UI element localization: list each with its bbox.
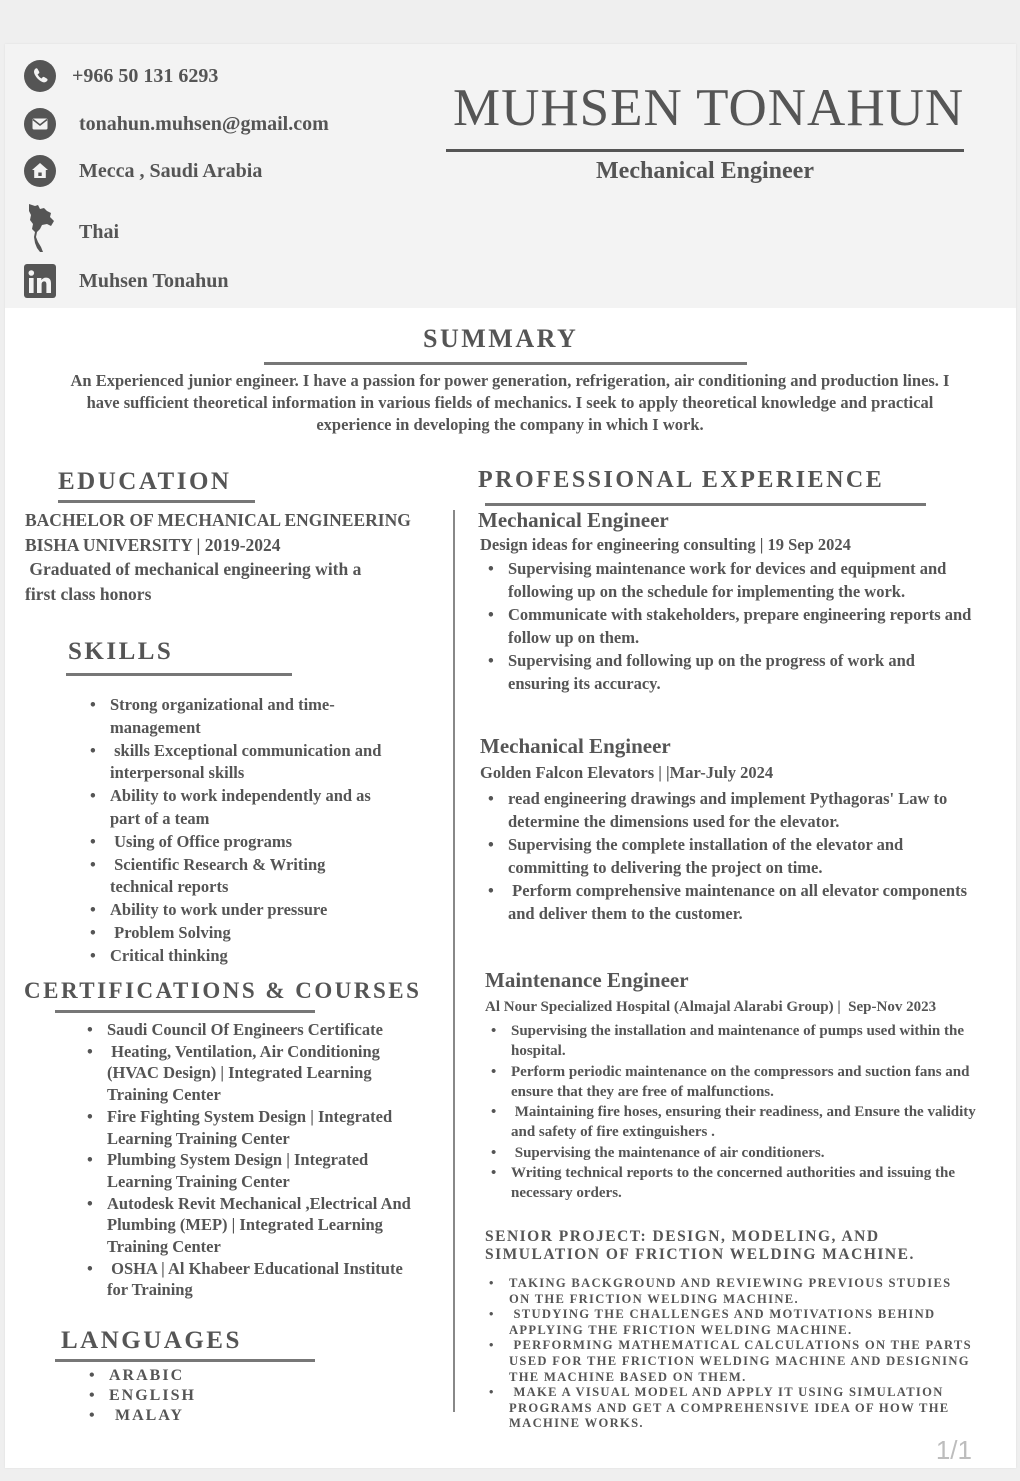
email-icon bbox=[23, 107, 57, 141]
nationality-text: Thai bbox=[79, 220, 120, 243]
project-bullet: • TAKING BACKGROUND AND REVIEWING PREVIOUS STUDIES ON THE FRICTION WELDING MACHINE. bbox=[487, 1276, 977, 1307]
education-note-2: first class honors bbox=[25, 583, 152, 604]
location-text: Mecca , Saudi Arabia bbox=[79, 159, 263, 182]
contact-phone bbox=[23, 59, 218, 93]
linkedin-icon[interactable] bbox=[23, 264, 57, 298]
contact-nationality bbox=[23, 202, 119, 262]
job-role: Mechanical Engineer bbox=[478, 508, 669, 532]
contact-linkedin bbox=[23, 264, 229, 298]
project-bullet: • PERFORMING MATHEMATICAL CALCULATIONS ON THE PARTS USED FOR THE FRICTION WELDING MACHINE AND DESIGNING THE MACHINE BASED ON THEM. bbox=[487, 1338, 977, 1385]
name-rule bbox=[446, 149, 964, 152]
phone-text: +966 50 131 6293 bbox=[72, 64, 219, 87]
certification-item: • Saudi Council Of Engineers Certificate bbox=[85, 1019, 425, 1041]
job-bullet: • Supervising and following up on the progress of work and ensuring its accuracy. bbox=[486, 649, 978, 695]
job-company: Design ideas for engineering consulting | 19 Sep 2024 bbox=[480, 535, 851, 554]
skill-item: • Ability to work independently and as part of a team bbox=[88, 785, 388, 831]
job-bullet: • Communicate with stakeholders, prepare engineering reports and follow up on them. bbox=[486, 603, 978, 649]
skills-list bbox=[88, 694, 388, 968]
education-heading: EDUCATION bbox=[58, 468, 232, 495]
job-bullet: • Writing technical reports to the concerned authorities and issuing the necessary orders. bbox=[489, 1163, 995, 1204]
education-block bbox=[25, 508, 445, 606]
job-title: Mechanical Engineer bbox=[596, 158, 814, 184]
page-indicator: 1/1 bbox=[935, 1435, 972, 1465]
email-text[interactable]: tonahun.muhsen@gmail.com bbox=[79, 112, 329, 135]
senior-project-list bbox=[487, 1276, 977, 1432]
language-item: • MALAY bbox=[87, 1406, 287, 1426]
job-entry bbox=[480, 734, 970, 925]
skill-item: • Ability to work under pressure bbox=[88, 899, 388, 922]
phone-icon bbox=[23, 59, 57, 93]
job-entry bbox=[485, 968, 995, 1204]
education-rule bbox=[58, 500, 255, 503]
job-entry bbox=[478, 508, 978, 695]
certification-item: • Heating, Ventilation, Air Conditioning (HVAC Design) | Integrated Learning Training Center bbox=[85, 1041, 425, 1106]
summary-rule bbox=[264, 362, 747, 365]
skill-item: • Scientific Research & Writing technical reports bbox=[88, 854, 388, 900]
contact-location bbox=[23, 154, 262, 188]
languages-heading: LANGUAGES bbox=[61, 1327, 242, 1354]
certifications-list bbox=[85, 1019, 425, 1301]
experience-rule bbox=[485, 503, 926, 506]
contact-email bbox=[23, 107, 329, 141]
skills-rule bbox=[66, 673, 292, 676]
language-item: • ARABIC bbox=[87, 1366, 287, 1386]
skill-item: • Critical thinking bbox=[88, 945, 388, 968]
experience-heading: PROFESSIONAL EXPERIENCE bbox=[478, 467, 885, 493]
job-company: Al Nour Specialized Hospital (Almajal Alarabi Group) | Sep-Nov 2023 bbox=[485, 999, 937, 1015]
languages-rule bbox=[55, 1359, 315, 1362]
university: BISHA UNIVERSITY | 2019-2024 bbox=[25, 534, 281, 555]
job-bullet: • Supervising maintenance work for devices and equipment and following up on the schedule for implementing the work. bbox=[486, 557, 978, 603]
resume-page bbox=[5, 44, 1016, 1468]
certifications-rule bbox=[55, 1010, 315, 1013]
certification-item: • Plumbing System Design | Integrated Learning Training Center bbox=[85, 1149, 425, 1192]
header-band bbox=[5, 44, 1016, 308]
job-role: Maintenance Engineer bbox=[485, 968, 689, 992]
job-role: Mechanical Engineer bbox=[480, 734, 671, 758]
skills-heading: SKILLS bbox=[68, 638, 174, 665]
column-divider bbox=[453, 510, 455, 1412]
summary-text: An Experienced junior engineer. I have a passion for power generation, refrigeration, air conditioning and production lines. I have sufficient theoretical information in various fields of mechanics. I seek to apply theoretical knowledge and practical experience in developing the company in which I work. bbox=[70, 371, 950, 434]
job-bullet: • Maintaining fire hoses, ensuring their readiness, and Ensure the validity and safety of fire extinguishers . bbox=[489, 1102, 995, 1143]
language-item: • ENGLISH bbox=[87, 1386, 287, 1406]
skill-item: • Using of Office programs bbox=[88, 831, 388, 854]
certifications-heading: CERTIFICATIONS & COURSES bbox=[24, 978, 422, 1003]
skill-item: • skills Exceptional communication and interpersonal skills bbox=[88, 740, 388, 786]
job-bullet: • Supervising the maintenance of air conditioners. bbox=[489, 1143, 995, 1163]
senior-project-title: SENIOR PROJECT: DESIGN, MODELING, AND SIMULATION OF FRICTION WELDING MACHINE. bbox=[485, 1228, 915, 1263]
education-note-1: Graduated of mechanical engineering with a bbox=[25, 559, 362, 579]
job-bullet: • Perform periodic maintenance on the compressors and suction fans and ensure that they are free of malfunctions. bbox=[489, 1062, 995, 1103]
linkedin-text[interactable]: Muhsen Tonahun bbox=[79, 269, 229, 292]
home-icon bbox=[23, 154, 57, 188]
certification-item: • Fire Fighting System Design | Integrated Learning Training Center bbox=[85, 1106, 425, 1149]
skill-item: • Strong organizational and time-management bbox=[88, 694, 388, 740]
skill-item: • Problem Solving bbox=[88, 922, 388, 945]
project-bullet: • STUDYING THE CHALLENGES AND MOTIVATIONS BEHIND APPLYING THE FRICTION WELDING MACHINE. bbox=[487, 1307, 977, 1338]
job-bullet: • Perform comprehensive maintenance on all elevator components and deliver them to the customer. bbox=[486, 879, 970, 925]
job-company: Golden Falcon Elevators | |Mar-July 2024 bbox=[480, 763, 774, 782]
candidate-name: MUHSEN TONAHUN bbox=[453, 79, 965, 137]
job-bullet: • Supervising the complete installation of the elevator and committing to delivering the project on time. bbox=[486, 833, 970, 879]
project-bullet: • MAKE A VISUAL MODEL AND APPLY IT USING SIMULATION PROGRAMS AND GET A COMPREHENSIVE IDEA OF HOW THE MACHINE WORKS. bbox=[487, 1385, 977, 1432]
certification-item: • OSHA | Al Khabeer Educational Institute for Training bbox=[85, 1258, 425, 1301]
languages-list bbox=[87, 1366, 287, 1426]
degree: BACHELOR OF MECHANICAL ENGINEERING bbox=[25, 510, 411, 530]
job-bullet: • read engineering drawings and implement Pythagoras' Law to determine the dimensions used for the elevator. bbox=[486, 787, 970, 833]
job-bullet: • Supervising the installation and maintenance of pumps used within the hospital. bbox=[489, 1021, 995, 1062]
thailand-map-icon bbox=[23, 202, 57, 262]
certification-item: • Autodesk Revit Mechanical ,Electrical And Plumbing (MEP) | Integrated Learning Training Center bbox=[85, 1193, 425, 1258]
summary-heading: SUMMARY bbox=[423, 324, 579, 353]
